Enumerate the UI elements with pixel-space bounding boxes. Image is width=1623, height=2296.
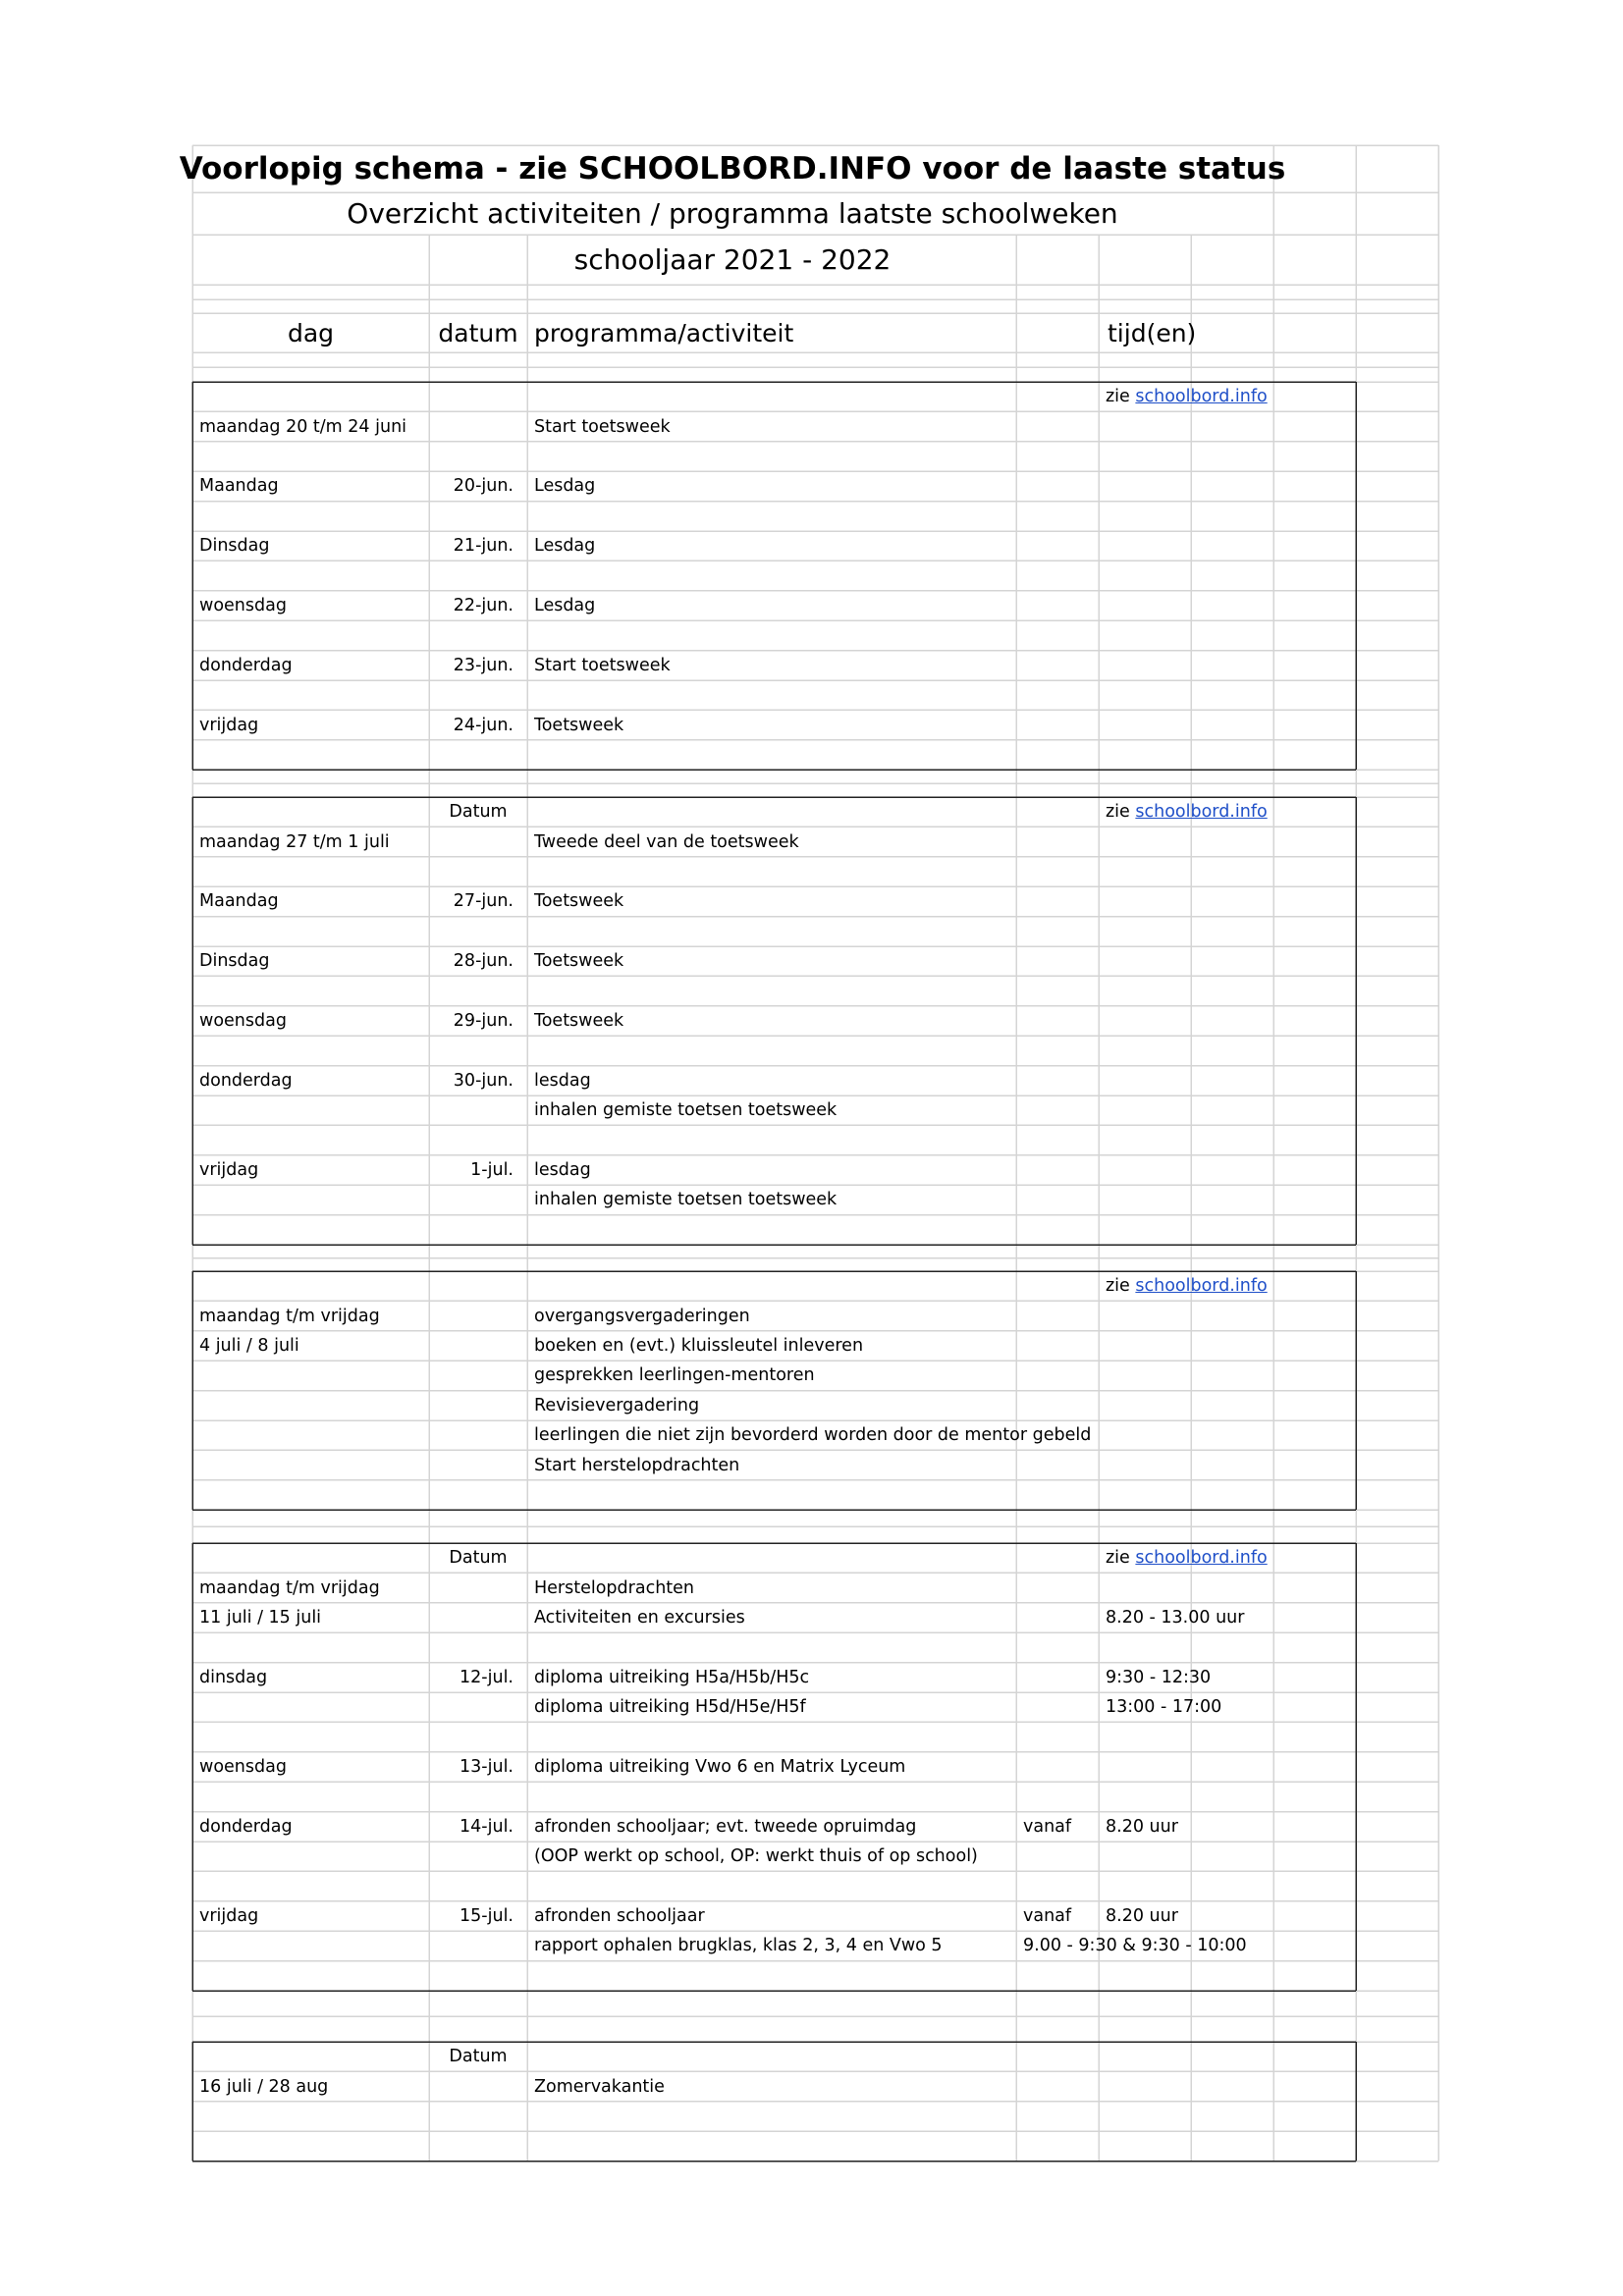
cell-activiteit: Start toetsweek xyxy=(534,655,671,675)
section-header-row xyxy=(192,797,1438,827)
table-row xyxy=(192,1155,1438,1185)
cell-activiteit: Herstelopdrachten xyxy=(534,1577,695,1598)
cell-activiteit: leerlingen die niet zijn bevorderd worden door de mentor gebeld xyxy=(534,1425,1092,1446)
cell-dag: Maandag xyxy=(199,476,279,497)
cell-activiteit: overgangsvergaderingen xyxy=(534,1306,750,1326)
section-datum-label: Datum xyxy=(449,1548,508,1569)
cell-activiteit: Lesdag xyxy=(534,595,596,615)
cell-activiteit: Zomervakantie xyxy=(534,2076,665,2097)
table-row xyxy=(192,827,1438,856)
section-header-row xyxy=(192,2042,1438,2071)
schoolbord-link[interactable]: schoolbord.info xyxy=(1135,1276,1268,1297)
table-row xyxy=(192,1185,1438,1214)
cell-datum: 14-jul. xyxy=(460,1816,514,1837)
header-datum: datum xyxy=(438,318,518,347)
cell-activiteit: diploma uitreiking H5d/H5e/H5f xyxy=(534,1697,806,1718)
table-row xyxy=(192,1752,1438,1782)
cell-activiteit: boeken en (evt.) kluissleutel inleveren xyxy=(534,1335,864,1356)
section-datum-label: Datum xyxy=(449,802,508,823)
cell-activiteit: Start herstelopdrachten xyxy=(534,1455,740,1475)
table-row xyxy=(192,1095,1438,1125)
table-row xyxy=(192,886,1438,916)
cell-dag: Dinsdag xyxy=(199,951,270,972)
table-row xyxy=(192,946,1438,976)
school-year-row xyxy=(192,235,1438,285)
cell-activiteit: afronden schooljaar; evt. tweede opruimdag xyxy=(534,1816,917,1837)
header-programma: programma/activiteit xyxy=(534,318,794,347)
table-row xyxy=(192,1812,1438,1842)
cell-datum: 22-jun. xyxy=(453,595,514,615)
schoolbord-link-cell xyxy=(1099,1271,1354,1301)
cell-datum: 24-jun. xyxy=(453,715,514,735)
cell-dag: maandag t/m vrijdag xyxy=(199,1577,380,1598)
school-year: schooljaar 2021 - 2022 xyxy=(573,243,892,276)
schoolbord-link-cell xyxy=(1099,1543,1354,1573)
cell-activiteit: diploma uitreiking Vwo 6 en Matrix Lyceum xyxy=(534,1756,906,1777)
cell-dag: woensdag xyxy=(199,1010,287,1031)
cell-dag: donderdag xyxy=(199,1070,293,1091)
cell-activiteit: Lesdag xyxy=(534,536,596,557)
cell-extra: 9.00 - 9:30 & 9:30 - 10:00 xyxy=(1023,1936,1247,1956)
table-row xyxy=(192,471,1438,501)
cell-activiteit: inhalen gemiste toetsen toetsweek xyxy=(534,1190,838,1210)
cell-tijd: 8.20 uur xyxy=(1106,1816,1178,1837)
cell-activiteit: Lesdag xyxy=(534,476,596,497)
cell-tijd: 13:00 - 17:00 xyxy=(1106,1697,1222,1718)
cell-datum: 12-jul. xyxy=(460,1667,514,1687)
cell-datum: 23-jun. xyxy=(453,655,514,675)
column-header-row xyxy=(192,313,1438,352)
table-row xyxy=(192,1361,1438,1390)
page-subtitle: Overzicht activiteiten / programma laatste schoolweken xyxy=(347,197,1118,230)
cell-datum: 30-jun. xyxy=(453,1070,514,1091)
cell-activiteit: afronden schooljaar xyxy=(534,1905,705,1926)
link-prefix: zie xyxy=(1106,387,1136,407)
cell-datum: 21-jun. xyxy=(453,536,514,557)
table-row xyxy=(192,1842,1438,1871)
section-header-row xyxy=(192,382,1438,411)
table-row xyxy=(192,591,1438,620)
table-row xyxy=(192,1573,1438,1602)
cell-activiteit: rapport ophalen brugklas, klas 2, 3, 4 en Vwo 5 xyxy=(534,1936,943,1956)
cell-dag: dinsdag xyxy=(199,1667,268,1687)
cell-datum: 15-jul. xyxy=(460,1905,514,1926)
cell-dag: Dinsdag xyxy=(199,536,270,557)
cell-tijd: 8.20 - 13.00 uur xyxy=(1106,1607,1245,1628)
cell-activiteit: lesdag xyxy=(534,1070,591,1091)
cell-dag: woensdag xyxy=(199,1756,287,1777)
cell-dag: 11 juli / 15 juli xyxy=(199,1607,322,1628)
cell-dag: 16 juli / 28 aug xyxy=(199,2076,329,2097)
table-row xyxy=(192,1663,1438,1692)
section-header-row xyxy=(192,1543,1438,1573)
table-row xyxy=(192,1066,1438,1095)
link-prefix: zie xyxy=(1106,802,1136,823)
cell-activiteit: Start toetsweek xyxy=(534,416,671,437)
cell-dag: Maandag xyxy=(199,891,279,912)
header-dag: dag xyxy=(287,318,335,347)
cell-tijd: 9:30 - 12:30 xyxy=(1106,1667,1212,1687)
link-prefix: zie xyxy=(1106,1276,1136,1297)
table-row xyxy=(192,1603,1438,1632)
cell-dag: maandag t/m vrijdag xyxy=(199,1306,380,1326)
schoolbord-link[interactable]: schoolbord.info xyxy=(1135,1548,1268,1569)
cell-datum: 28-jun. xyxy=(453,951,514,972)
cell-datum: 20-jun. xyxy=(453,476,514,497)
table-row xyxy=(192,1931,1438,1960)
cell-activiteit: diploma uitreiking H5a/H5b/H5c xyxy=(534,1667,810,1687)
table-row xyxy=(192,1301,1438,1330)
table-row xyxy=(192,651,1438,680)
cell-datum: 27-jun. xyxy=(453,891,514,912)
cell-dag: vrijdag xyxy=(199,1159,259,1180)
table-row xyxy=(192,2071,1438,2101)
table-row xyxy=(192,1901,1438,1931)
schoolbord-link-cell xyxy=(1099,797,1354,827)
subtitle-row xyxy=(192,192,1438,235)
table-row xyxy=(192,411,1438,441)
cell-dag: maandag 27 t/m 1 juli xyxy=(199,831,390,852)
cell-activiteit: Toetsweek xyxy=(534,951,624,972)
cell-dag: vrijdag xyxy=(199,715,259,735)
cell-activiteit: Tweede deel van de toetsweek xyxy=(534,831,799,852)
table-row xyxy=(192,531,1438,561)
cell-activiteit: gesprekken leerlingen-mentoren xyxy=(534,1365,815,1386)
cell-dag: woensdag xyxy=(199,595,287,615)
table-row xyxy=(192,1331,1438,1361)
table-row xyxy=(192,710,1438,739)
table-row xyxy=(192,1420,1438,1450)
cell-datum: 1-jul. xyxy=(470,1159,514,1180)
cell-dag: maandag 20 t/m 24 juni xyxy=(199,416,407,437)
cell-extra: vanaf xyxy=(1023,1905,1072,1926)
section-header-row xyxy=(192,1271,1438,1301)
table-row xyxy=(192,1450,1438,1479)
cell-datum: 13-jul. xyxy=(460,1756,514,1777)
cell-activiteit: (OOP werkt op school, OP: werkt thuis of op school) xyxy=(534,1846,978,1867)
cell-activiteit: Toetsweek xyxy=(534,1010,624,1031)
header-tijden: tijd(en) xyxy=(1108,318,1197,347)
schoolbord-link[interactable]: schoolbord.info xyxy=(1135,802,1268,823)
table-row xyxy=(192,1692,1438,1722)
cell-dag: donderdag xyxy=(199,655,293,675)
cell-activiteit: Toetsweek xyxy=(534,715,624,735)
cell-datum: 29-jun. xyxy=(453,1010,514,1031)
table-row xyxy=(192,1006,1438,1036)
section-datum-label: Datum xyxy=(449,2047,508,2067)
schoolbord-link[interactable]: schoolbord.info xyxy=(1135,387,1268,407)
cell-dag: vrijdag xyxy=(199,1905,259,1926)
cell-tijd: 8.20 uur xyxy=(1106,1905,1178,1926)
cell-dag: donderdag xyxy=(199,1816,293,1837)
cell-activiteit: Activiteiten en excursies xyxy=(534,1607,745,1628)
cell-activiteit: Toetsweek xyxy=(534,891,624,912)
table-row xyxy=(192,1391,1438,1420)
cell-dag: 4 juli / 8 juli xyxy=(199,1335,299,1356)
page-title: Voorlopig schema - zie SCHOOLBORD.INFO voor de laaste status xyxy=(179,151,1286,187)
link-prefix: zie xyxy=(1106,1548,1136,1569)
cell-activiteit: inhalen gemiste toetsen toetsweek xyxy=(534,1100,838,1121)
schoolbord-link-cell xyxy=(1099,382,1354,411)
cell-activiteit: Revisievergadering xyxy=(534,1395,700,1415)
title-row xyxy=(179,145,1438,192)
cell-activiteit: lesdag xyxy=(534,1159,591,1180)
cell-extra: vanaf xyxy=(1023,1816,1072,1837)
